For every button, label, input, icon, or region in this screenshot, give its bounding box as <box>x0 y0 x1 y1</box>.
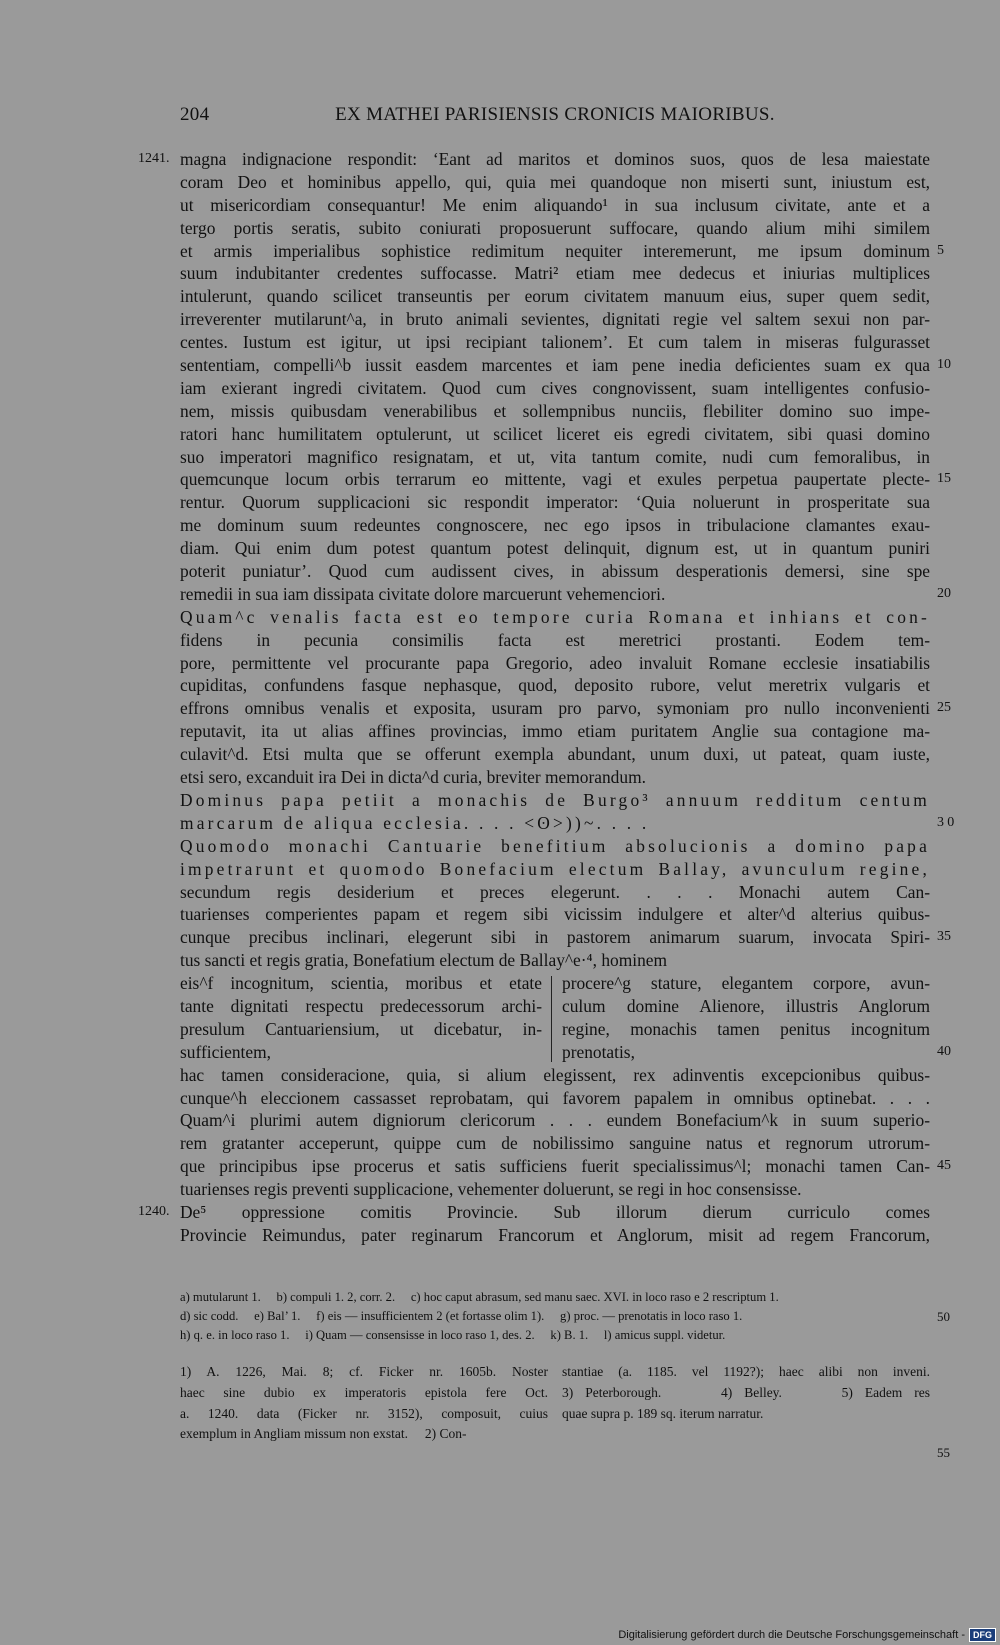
column-line: regine, monachis tamen penitus incognitum <box>562 1018 930 1039</box>
text-line <box>180 720 930 743</box>
line-number: 55 <box>937 1445 950 1460</box>
text-line <box>180 1087 930 1110</box>
line-text: fidens in pecunia consimilis facta est meretrici prostanti. Eodem tem- <box>180 629 930 650</box>
footnote-line: stantiae (a. 1185. vel 1192?); haec alibi non inveni. <box>562 1364 930 1379</box>
text-line <box>180 537 930 560</box>
line-text: nem, missis quibusdam venerabilibus et sollempnibus nunciis, flebiliter domino suo impe- <box>180 400 930 421</box>
line-number: 30 <box>937 814 958 830</box>
footnote-line: exemplum in Angliam missum non exstat. 2) Con- <box>180 1426 467 1442</box>
line-number: 40 <box>937 1043 951 1059</box>
line-text: diam. Qui enim dum potest quantum potest delinquit, dignum est, ut in quantum puniri <box>180 538 930 559</box>
line-text: ratori hanc humilitatem optulerunt, ut scilicet liceret eis egredi civitatem, sibi quasi domino <box>180 423 930 444</box>
text-line <box>180 377 930 400</box>
line-text: tuarienses regis preventi supplicacione, vehementer doluerunt, se regi in hoc consensisse. <box>180 1179 802 1200</box>
column-divider <box>551 976 552 1062</box>
line-text: Quam^i plurimi autem digniorum clericorum . . . eundem Bonefacium^k in suum superio- <box>180 1110 930 1131</box>
text-line <box>180 560 930 583</box>
critical-apparatus <box>180 1288 950 1345</box>
line-text: que principibus ipse procerus et satis sufficiens fuerit specialissimus^l; monachi tamen Can- <box>180 1156 930 1177</box>
text-line <box>180 1064 930 1087</box>
page-number: 204 <box>180 104 210 125</box>
line-text: tergo portis seratis, subito coniurati proposuerunt suffocare, quando alium mihi similem <box>180 217 930 238</box>
line-number: 45 <box>937 1158 951 1174</box>
text-line <box>180 743 930 766</box>
column-line: tante dignitati respectu predecessorum archi- <box>180 995 542 1016</box>
apparatus-text: h) q. e. in loco raso 1. i) Quam — consensisse in loco raso 1, des. 2. k) B. 1. l) amicus suppl. videtur. <box>180 1328 726 1342</box>
line-text: tuarienses comperientes papam et regem sibi vicissim indulgere et alter^d alterius quibus- <box>180 904 930 925</box>
footnote-line: 3) Peterborough. 4) Belley. 5) Eadem res <box>562 1384 930 1400</box>
column-line: sufficientem, <box>180 1041 271 1062</box>
line-text: culavit^d. Etsi multa que se offerunt exempla abundant, unum duxi, ut pateat, quam iuste, <box>180 744 930 765</box>
line-text: quemcunque locum orbis terrarum eo mittente, vagi et exules perpetua paupertate plecte- <box>180 469 930 490</box>
line-number: 35 <box>937 929 951 945</box>
line-text: et armis imperialibus sophistice redimitum nequiter interemerunt, me ipsum dominum <box>180 240 930 261</box>
margin-year: 1241. <box>138 151 170 166</box>
line-text: sententiam, compelli^b iussit easdem marcentes et iam pene inedia deficientes suam ex qua <box>180 355 930 376</box>
text-line <box>180 789 930 812</box>
line-text: cupiditas, confundens fasque nephasque, quod, deposito rubore, velut meretrix vulgaris et <box>180 675 930 696</box>
text-line <box>180 1224 930 1247</box>
page-header <box>180 104 930 130</box>
text-line <box>180 835 930 858</box>
text-line <box>180 1109 930 1132</box>
column-line: eis^f incognitum, scientia, moribus et etate <box>180 973 542 994</box>
left-column <box>180 972 542 1064</box>
text-line <box>180 629 930 652</box>
footnote-line: haec sine dubio ex imperatoris epistola fere Oct. <box>180 1384 548 1400</box>
text-line <box>180 491 930 514</box>
line-text: effrons omnibus venalis et exposita, usuram pro parvo, symoniam pro nullo inconvenienti <box>180 698 930 719</box>
text-line <box>180 331 930 354</box>
footnote-line: quae supra p. 189 sq. iterum narratur. <box>562 1405 764 1421</box>
running-title: EX MATHEI PARISIENSIS CRONICIS MAIORIBUS. <box>335 104 775 125</box>
text-line <box>180 949 930 972</box>
right-column <box>562 972 930 1064</box>
line-text: intulerunt, quando scilicet transeuntis per eorum civitatem manuum eius, super quem sedit, <box>180 286 930 307</box>
text-line <box>180 766 930 789</box>
footnote-line: 1) A. 1226, Mai. 8; cf. Ficker nr. 1605b. Noster <box>180 1364 548 1379</box>
text-line <box>180 583 951 606</box>
text-line <box>180 697 951 720</box>
text-line <box>180 354 951 377</box>
text-line <box>180 903 930 926</box>
digitization-credit <box>618 1628 996 1642</box>
apparatus-text: a) mutularunt 1. b) compuli 1. 2, corr. 2. c) hoc caput abrasum, sed manu saec. XVI. in loco raso e 2 rescriptum 1. <box>180 1290 779 1304</box>
text-line <box>180 1155 951 1178</box>
text-line <box>180 400 930 423</box>
text-line <box>180 240 944 263</box>
column-line: prenotatis, <box>562 1041 635 1062</box>
text-line <box>180 446 930 469</box>
text-line <box>180 926 951 949</box>
line-text: pore, permittente vel procurante papa Gregorio, adeo invaluit Romane ecclesie insatiabilis <box>180 652 930 673</box>
line-number: 5 <box>937 242 944 258</box>
line-text: coram Deo et hominibus appello, qui, quia mei quandoque non miserti sunt, iniustum est, <box>180 171 930 192</box>
line-text: magna indignacione respondit: ‘Eant ad maritos et dominos suos, quos de lesa maiestate <box>180 149 930 169</box>
line-text: centes. Iustum est igitur, ut ipsi recipiant talionem’. Et cum talem in miseras fulgurasset <box>180 332 930 353</box>
text-line <box>180 514 930 537</box>
line-text: suo imperatori magnifico resignatam, et ut, vita tantum comite, nudi cum femoralibus, in <box>180 446 930 467</box>
main-text <box>138 148 958 1247</box>
line-number: 20 <box>937 585 951 601</box>
line-text: irreverenter mutilarunt^a, in bruto animali sevientes, dignitati regie vel saltem sexui non par- <box>180 309 930 330</box>
footnote-line: a. 1240. data (Ficker nr. 3152), composuit, cuius <box>180 1405 548 1421</box>
line-number: 15 <box>937 471 951 487</box>
line-text: suum indubitanter credentes suffocasse. Matri² etiam mee dedecus et iniurias multiplices <box>180 263 930 284</box>
text-line <box>180 812 958 835</box>
text-line <box>180 652 930 675</box>
text-line <box>180 262 930 285</box>
text-line <box>180 171 930 194</box>
line-text: cunque precibus inclinari, elegerunt sibi in pastorem animarum suarum, invocata Spiri- <box>180 927 930 948</box>
text-line <box>180 881 930 904</box>
column-line: presulum Cantuariensium, ut dicebatur, in- <box>180 1018 542 1039</box>
footnotes-right <box>562 1362 930 1424</box>
text-line <box>138 148 930 171</box>
text-line <box>180 1132 930 1155</box>
line-text: cunque^h eleccionem cassasset reprobatam, qui favorem papalem in omnibus optinebat. . . . <box>180 1087 930 1108</box>
apparatus-line <box>180 1307 950 1326</box>
apparatus-line <box>180 1288 930 1307</box>
text-line <box>180 1178 930 1201</box>
text-line <box>180 194 930 217</box>
text-line <box>180 285 930 308</box>
line-text: remedii in sua iam dissipata civitate dolore marcuerunt vehemenciori. <box>180 583 666 604</box>
apparatus-text: d) sic codd. e) Bal’ 1. f) eis — insufficientem 2 (et fortasse olim 1). g) proc. — prenotatis in loco raso 1. <box>180 1309 743 1323</box>
line-text: marcarum de aliqua ecclesia. . . . <ʘ>))~. . . . <box>180 812 650 833</box>
line-text: ut misericordiam consequantur! Me enim aliquando¹ in sua inclusum civitate, ante et a <box>180 194 930 215</box>
line-text: poterit puniatur’. Quod cum audissent cives, in abissum desperationis demersi, sine spe <box>180 561 930 582</box>
text-line <box>180 674 930 697</box>
line-text: rentur. Quorum supplicacioni sic respondit imperator: ‘Quia noluerunt in prosperitate sua <box>180 492 930 513</box>
two-column-passage <box>180 972 951 1064</box>
line-text: Provincie Reimundus, pater reginarum Francorum et Anglorum, misit ad regem Francorum, <box>180 1224 930 1245</box>
line-text: reputavit, ita ut alias affines provincias, immo etiam puritatem Anglie sua contagione ma- <box>180 721 930 742</box>
margin-year: 1240. <box>138 1204 170 1219</box>
dfg-logo: DFG <box>969 1628 996 1642</box>
apparatus-line <box>180 1326 930 1345</box>
column-line: culum domine Alienore, illustris Anglorum <box>562 995 930 1016</box>
line-text: impetrarunt et quomodo Bonefacium electum Ballay, avunculum regine, <box>180 858 930 879</box>
text-line <box>180 423 930 446</box>
line-text: iam exierant ingredi civitatem. Quod cum cives congnovissent, suam intelligentes confusio- <box>180 377 930 398</box>
line-text: Quomodo monachi Cantuarie benefitium absolucionis a domino papa <box>180 835 930 856</box>
line-text: rem gratanter acceperunt, quippe cum de nobilissimo sanguine natus et regnorum utrorum- <box>180 1133 930 1154</box>
text-line <box>180 468 951 491</box>
line-number: 25 <box>937 700 951 716</box>
line-number: 10 <box>937 357 951 373</box>
line-text: etsi sero, excanduit ira Dei in dicta^d curia, breviter memorandum. <box>180 767 646 788</box>
column-line: procere^g stature, elegantem corpore, avun- <box>562 973 930 994</box>
line-text: tus sancti et regis gratia, Bonefatium electum de Ballay^e·⁴, hominem <box>180 950 668 971</box>
line-text: hac tamen consideracione, quia, si alium elegissent, rex adinventis excepcionibus quibus- <box>180 1064 930 1085</box>
line-text: me dominum suum redeuntes congnoscere, nec ego ipsos in tribulacione clamantes exau- <box>180 515 930 536</box>
text-line <box>180 217 930 240</box>
line-text: secundum regis desiderium et preces elegerunt. . . . Monachi autem Can- <box>180 881 930 902</box>
text-line <box>138 1201 930 1224</box>
text-line <box>180 858 930 881</box>
text-line <box>180 606 930 629</box>
footnotes-left <box>180 1362 548 1445</box>
line-text: Quam^c venalis facta est eo tempore curia Romana et inhians et con- <box>180 606 930 627</box>
line-text: De⁵ oppressione comitis Provincie. Sub illorum dierum curriculo comes <box>180 1202 930 1222</box>
line-text: Dominus papa petiit a monachis de Burgo³ annuum redditum centum <box>180 789 930 810</box>
line-number: 50 <box>937 1309 950 1324</box>
text-line <box>180 308 930 331</box>
credit-text: Digitalisierung gefördert durch die Deutsche Forschungsgemeinschaft - <box>618 1629 965 1641</box>
